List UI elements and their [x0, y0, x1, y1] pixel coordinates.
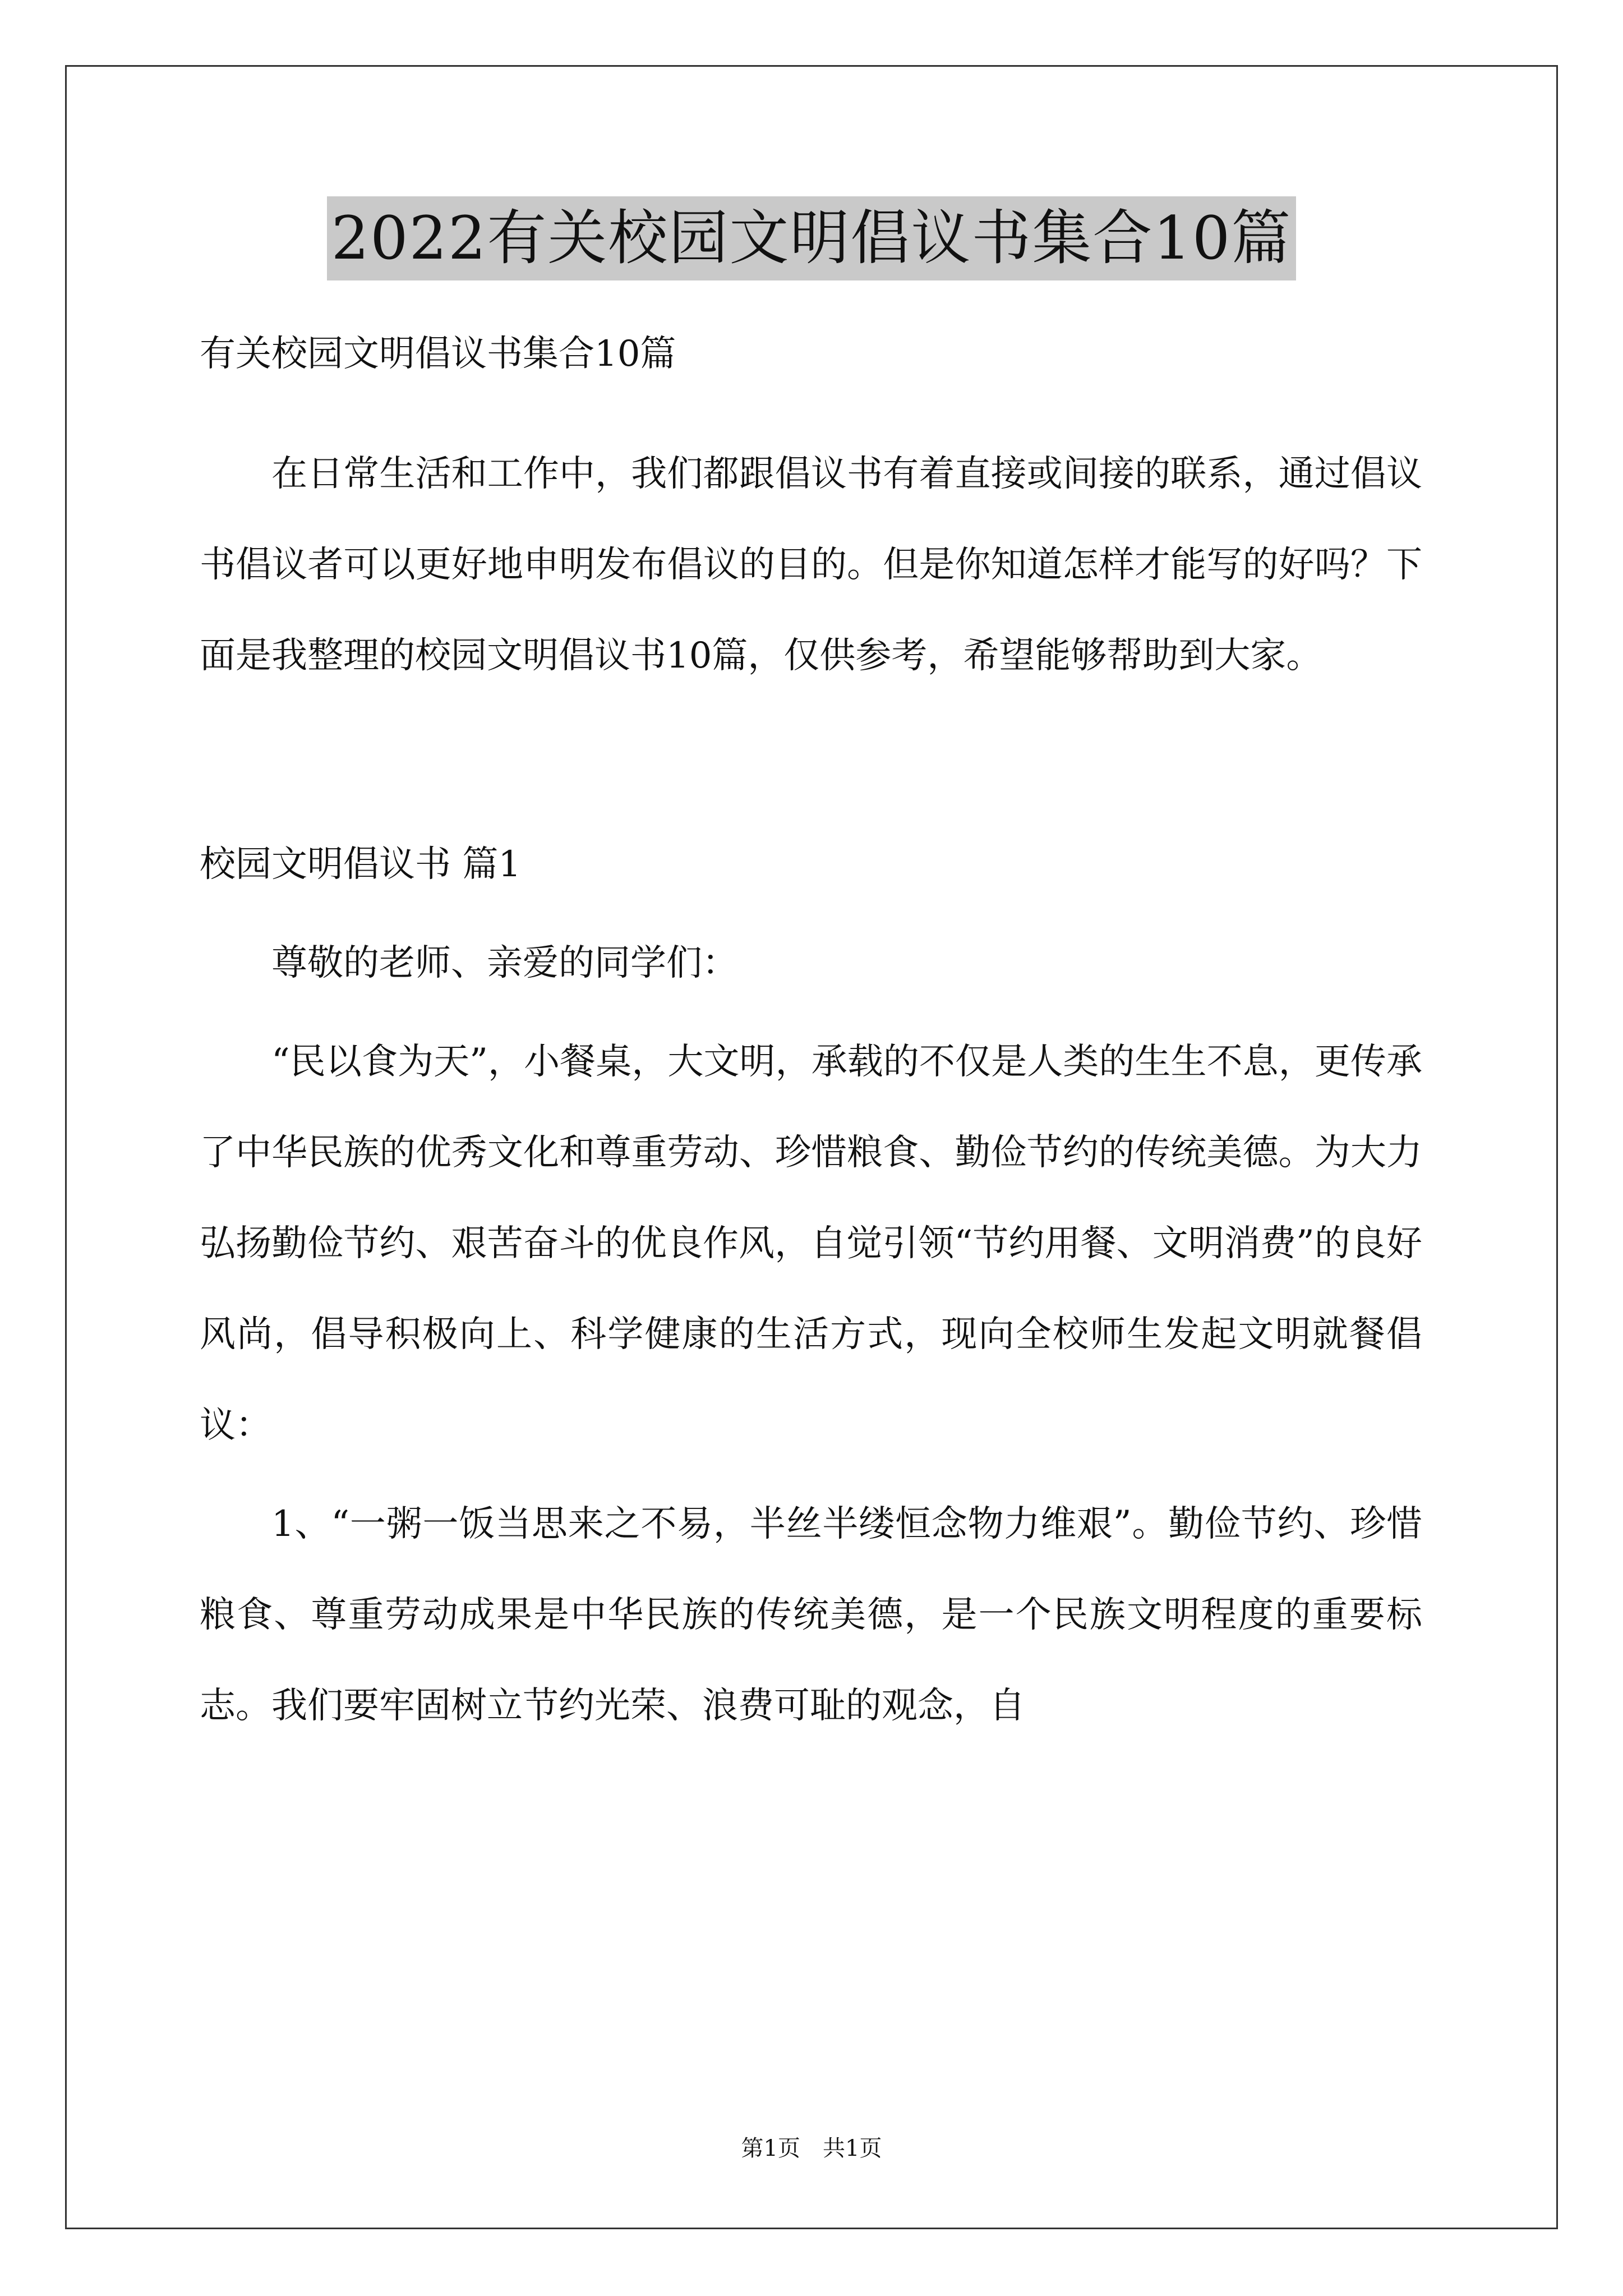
spacer	[200, 701, 1422, 819]
salutation: 尊敬的老师、亲爱的同学们：	[271, 942, 738, 984]
page-total: 共1页	[823, 2136, 882, 2161]
spacer	[200, 910, 1422, 918]
page-number: 第1页	[741, 2136, 800, 2161]
spacer	[200, 1471, 1422, 1479]
document-subtitle: 有关校园文明倡议书集合10篇	[200, 333, 676, 375]
spacer	[200, 1009, 1422, 1016]
body-paragraph-1: “民以食为天”，小餐桌，大文明，承载的不仅是人类的生生不息，更传承了中华民族的优秀文化和尊重劳动、珍惜粮食、勤俭节约的传统美德。为大力弘扬勤俭节约、艰苦奋斗的优良作风，自觉引领“节约用餐、文明消费”的良好风尚，倡导积极向上、科学健康的生活方式，现向全校师生发起文明就餐倡议：	[200, 1041, 1422, 1446]
spacer	[200, 399, 1422, 429]
page-footer	[0, 2132, 1623, 2165]
section-heading: 校园文明倡议书 篇1	[200, 844, 522, 885]
body-paragraph-2: 1、“一粥一饭当思来之不易，半丝半缕恒念物力维艰”。勤俭节约、珍惜粮食、尊重劳动成果是中华民族的传统美德，是一个民族文明程度的重要标志。我们要牢固树立节约光荣、浪费可耻的观念，自	[200, 1503, 1422, 1727]
intro-paragraph: 在日常生活和工作中，我们都跟倡议书有着直接或间接的联系，通过倡议书倡议者可以更好地申明发布倡议的目的。但是你知道怎样才能写的好吗？下面是我整理的校园文明倡议书10篇，仅供参考，希望能够帮助到大家。	[200, 453, 1422, 677]
title-container	[0, 196, 1623, 280]
document-body	[200, 309, 1422, 1751]
document-title: 2022有关校园文明倡议书集合10篇	[327, 196, 1297, 280]
